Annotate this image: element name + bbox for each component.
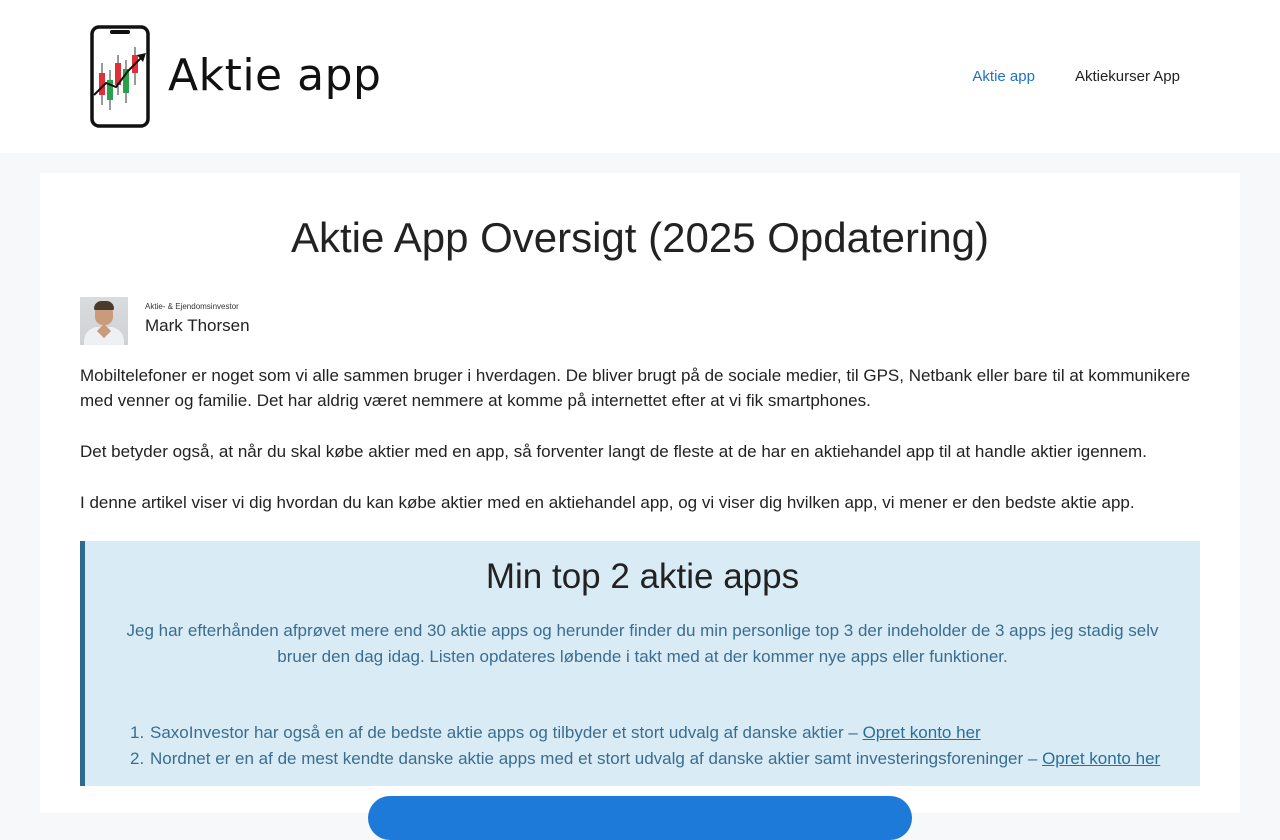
top-apps-description: Jeg har efterhånden afprøvet mere end 30 aktie apps og herunder finder du min personlige top 3 der indeholder de 3 apps jeg stadig selv bruer den dag idag. Listen opdateres løbende i takt med at der kommer nye apps eller funktioner. [126, 621, 1159, 666]
top-apps-list [130, 720, 1190, 772]
nav-item-aktie-app[interactable]: Aktie app [972, 68, 1035, 85]
open-account-link-saxo[interactable]: Opret konto her [862, 723, 981, 742]
author-name: Mark Thorsen [145, 315, 250, 335]
list-item-text: Nordnet er en af de mest kendte danske aktie apps med et stort udvalg af danske aktier samt investeringsforeninger – [150, 749, 1043, 768]
site-logo[interactable] [90, 24, 400, 128]
main-nav [972, 68, 1180, 85]
page-title: Aktie App Oversigt (2025 Opdatering) [290, 214, 990, 261]
author-info [145, 303, 250, 336]
phone-chart-icon [90, 25, 150, 128]
list-item-text: SaxoInvestor har også en af de bedste aktie apps og tilbyder et stort udvalg af danske aktier – [150, 723, 863, 742]
avatar [80, 297, 128, 345]
list-item: 1. SaxoInvestor har også en af de bedste aktie apps og tilbyder et stort udvalg af danske aktier – Opret konto her [130, 723, 981, 742]
intro-paragraph-1: Mobiltelefoner er noget som vi alle sammen bruger i hverdagen. De bliver brugt på de sociale medier, til GPS, Netbank eller bare til at kommunikere med venner og familie. Det har aldrig været nemmere at komme på internettet efter at vi fik smartphones. [80, 366, 1191, 410]
list-item: 2. Nordnet er en af de mest kendte danske aktie apps med et stort udvalg af danske aktier samt investeringsforeninger – Opret konto her [130, 749, 1161, 768]
nav-item-aktiekurser-app[interactable]: Aktiekurser App [1074, 68, 1180, 85]
logo-text: Aktie app [168, 50, 382, 101]
intro-paragraph-2: Det betyder også, at når du skal købe aktier med en app, så forventer langt de fleste at de har en aktiehandel app til at handle aktier igennem. [80, 442, 1147, 461]
author-role: Aktie- & Ejendomsinvestor [145, 301, 239, 311]
article-container [40, 173, 1240, 813]
author-box [80, 297, 250, 345]
top-apps-box [80, 541, 1200, 786]
site-header [0, 0, 1280, 153]
open-account-link-nordnet[interactable]: Opret konto her [1042, 749, 1161, 768]
intro-paragraph-3: I denne artikel viser vi dig hvordan du kan købe aktier med en aktiehandel app, og vi viser dig hvilken app, vi mener er den bedste aktie app. [80, 493, 1135, 512]
top-apps-title: Min top 2 aktie apps [485, 557, 800, 596]
cta-button[interactable] [368, 796, 912, 840]
